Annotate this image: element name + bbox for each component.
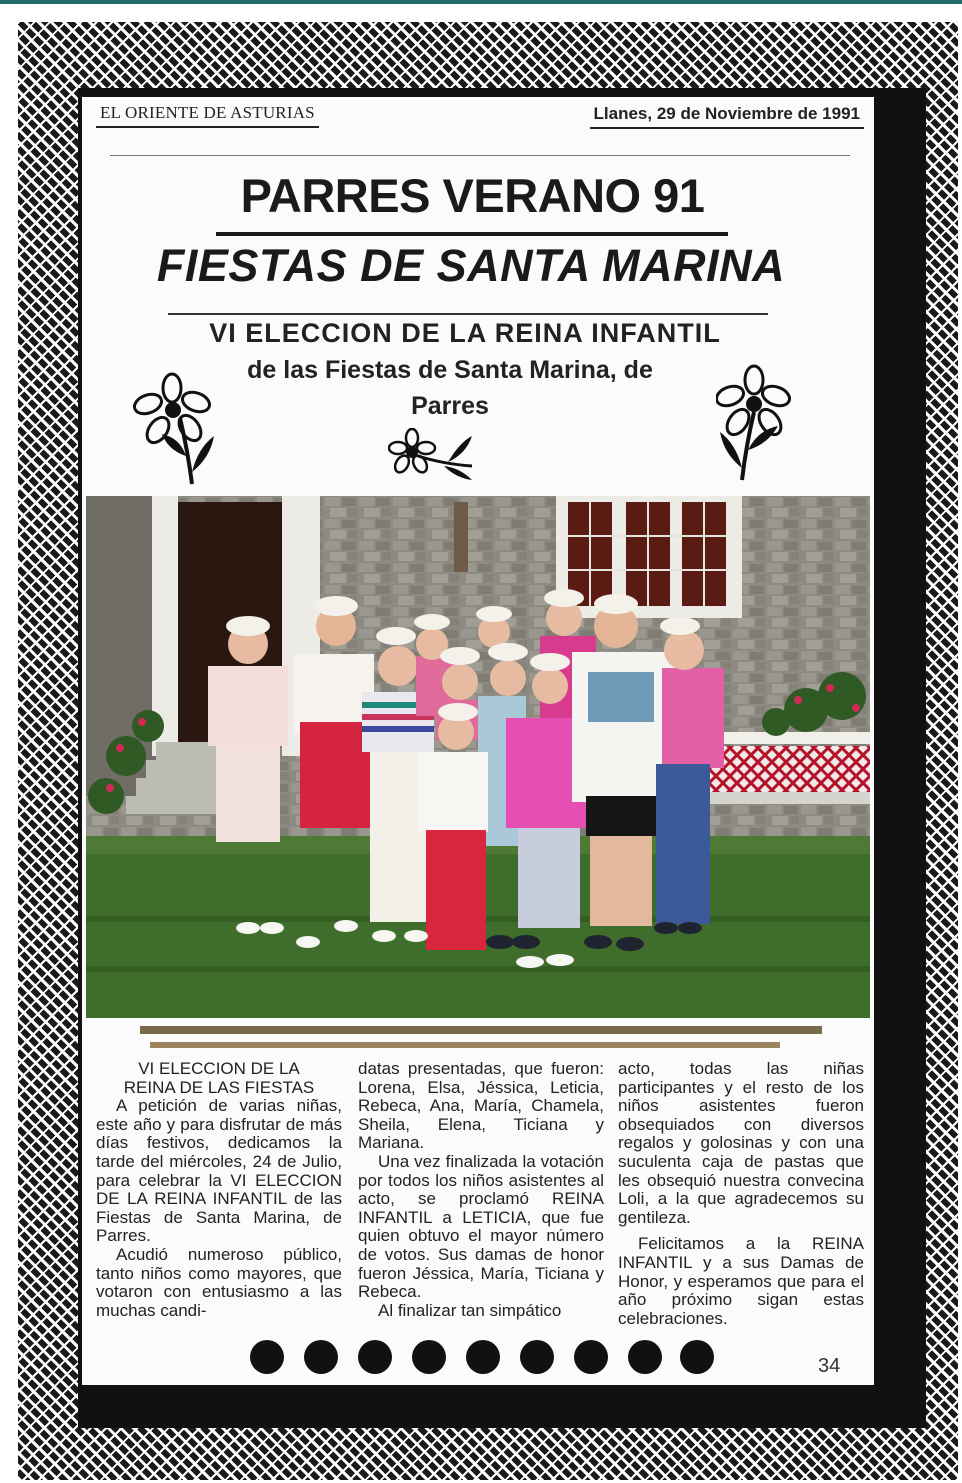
dot (574, 1340, 608, 1374)
event-subtitle-line1: de las Fiestas de Santa Marina, de (247, 356, 653, 384)
dot (628, 1340, 662, 1374)
group-photo (86, 496, 870, 1018)
group-photo-illustration (86, 496, 870, 1018)
page-number: 34 (818, 1355, 841, 1377)
dot (358, 1340, 392, 1374)
newspaper-name: EL ORIENTE DE ASTURIAS (96, 102, 319, 128)
article-paragraph: Una vez finalizada la votación por todos los niños asistentes al acto, se proclamó REINA INFANTIL a LETICIA, que fue quien obtuvo el mayor número de votos. Sus damas de honor fueron Jéssica, María, Ticiana y Rebeca. (358, 1151, 604, 1302)
publication-date: Llanes, 29 de Noviembre de 1991 (590, 104, 864, 129)
headline-underline (216, 232, 728, 236)
subtitle-underline (168, 313, 768, 315)
flower-icon (716, 364, 796, 486)
divider (110, 155, 850, 156)
article-column-2 (358, 1060, 604, 1320)
decorative-stripe (150, 1042, 780, 1048)
article-paragraph: datas presentadas, que fueron: Lorena, Elsa, Jéssica, Leticia, Rebeca, Ana, María, Chamela, Sheila, Elena, Ticiana y Mariana. (358, 1059, 604, 1153)
article-paragraph: A petición de varias niñas, este año y para disfrutar de más días festivos, dedicamos la tarde del miércoles, 24 de Julio, para celebrar la VI ELECCION DE LA REINA INFANTIL de las Fiestas de Santa Marina, de Parres. (96, 1096, 342, 1246)
dot (520, 1340, 554, 1374)
event-subtitle-line2: Parres (411, 392, 489, 420)
headline-title: PARRES VERANO 91 (240, 169, 705, 222)
top-border-line (0, 0, 962, 4)
dot (250, 1340, 284, 1374)
article-column-1 (96, 1060, 342, 1320)
flower-icon (128, 372, 220, 490)
decorative-stripe (140, 1026, 822, 1034)
dot (304, 1340, 338, 1374)
decorative-dots (250, 1340, 720, 1380)
flower-icon (388, 428, 478, 482)
article-paragraph: Al finalizar tan simpático (378, 1300, 562, 1320)
masthead (96, 102, 868, 132)
dot (412, 1340, 446, 1374)
headline-subtitle: FIESTAS DE SANTA MARINA (156, 240, 786, 291)
article-column-3 (618, 1060, 864, 1328)
dot (466, 1340, 500, 1374)
article-paragraph: Felicitamos a la REINA INFANTIL y a sus Damas de Honor, y esperamos que para el año próximo sigan estas celebraciones. (618, 1234, 864, 1328)
event-title: VI ELECCION DE LA REINA INFANTIL (209, 318, 721, 348)
event-subtitle (180, 352, 720, 424)
dot (680, 1340, 714, 1374)
article-heading-line2: REINA DE LAS FIESTAS (123, 1077, 315, 1097)
article-paragraph: Acudió numeroso público, tanto niños como mayores, que votaron con entusiasmo a las muchas candi- (96, 1244, 342, 1320)
article-paragraph: acto, todas las niñas participantes y el resto de los niños asistentes fueron obsequiados con diversos regalos y golosinas y con una suculenta caja de pastas que les obsequió nuestra convecina Loli, a la que agradecemos su gentileza. (618, 1059, 864, 1227)
article-heading-line1: VI ELECCION DE LA (138, 1059, 300, 1078)
